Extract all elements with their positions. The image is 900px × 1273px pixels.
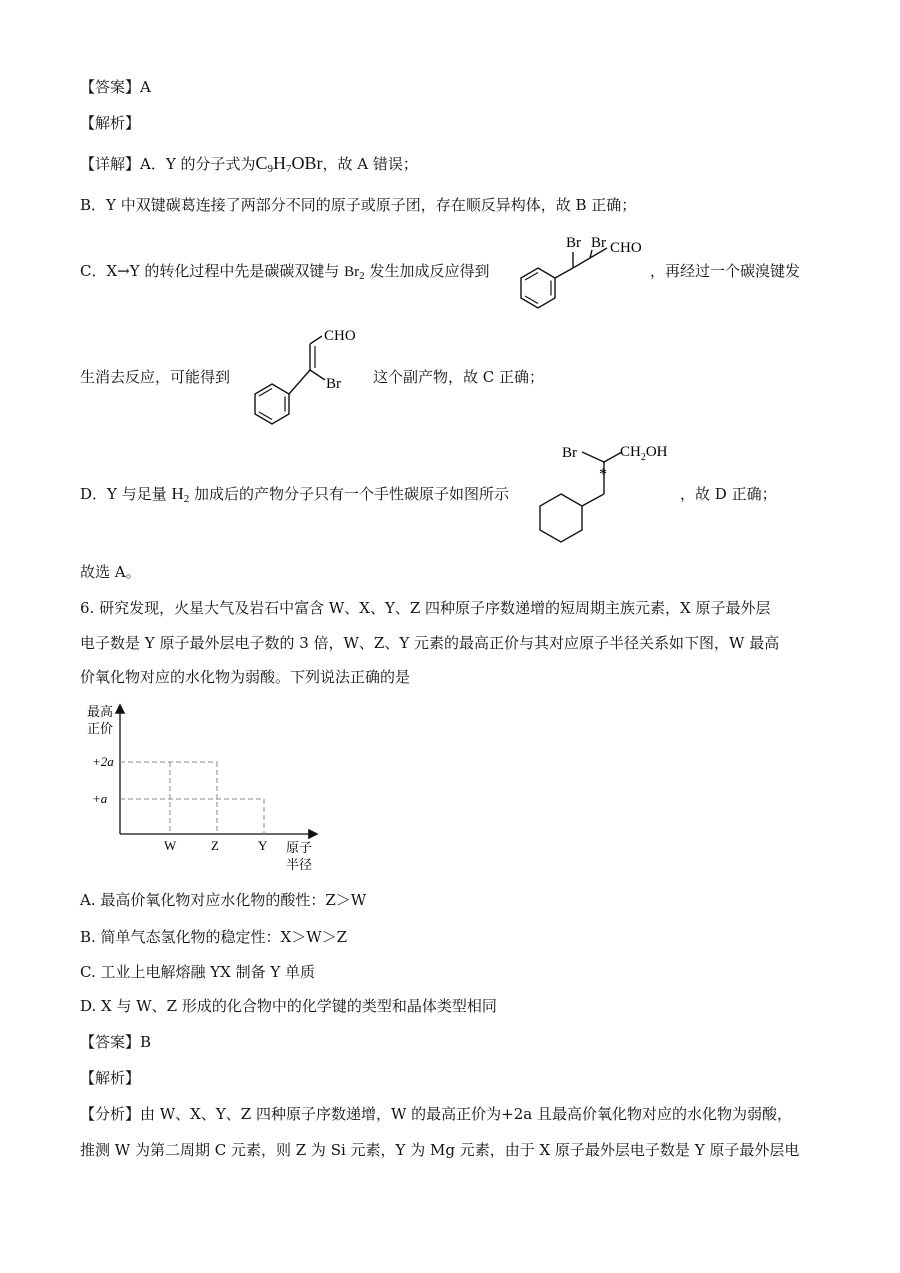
detail-c-line2: 生消去反应，可能得到 [80, 368, 231, 386]
detail-d: D．Y 与足量 $H_2$ 加成后的产物分子只有一个手性碳原子如图所示 [80, 484, 510, 505]
detail-c-line1: C．X→Y 的转化过程中先是碳碳双键与 $Br_2$ 发生加成反应得到 [80, 262, 490, 282]
detail-a-prefix: 【详解】A．Y 的分子式为 [80, 155, 256, 173]
mol3-br: Br [562, 445, 577, 461]
detail-d-tail: ，故 D 正确； [680, 485, 777, 503]
option-a[interactable]: A. 最高价氧化物对应水化物的酸性：Z＞W [80, 891, 367, 909]
detail-c-line1-tail: ，再经过一个碳溴键发 [650, 262, 801, 280]
analysis-label: 【解析】 [80, 114, 141, 132]
chiral-cyclohexyl-structure [530, 436, 690, 551]
detail-c-line2-tail: 这个副产物，故 C 正确； [373, 368, 545, 386]
choose-line: 故选 A。 [80, 563, 141, 581]
detail-b: B．Y 中双键碳葛连接了两部分不同的原子或原子团，存在顺反异构体，故 B 正确； [80, 196, 637, 214]
x-tick-label-w: W [164, 838, 177, 853]
fenxi-line1: 【分析】由 W、X、Y、Z 四种原子序数递增，W 的最高正价为+2a 且最高价氧化物对应的水化物为弱酸， [80, 1105, 792, 1123]
mol2-cho: CHO [324, 328, 356, 344]
y-tick-label-1: +a [92, 791, 108, 806]
option-b[interactable]: B. 简单气态氢化物的稳定性：X＞W＞Z [80, 928, 348, 946]
x-axis-label-line1: 原子 [286, 841, 313, 856]
mol3-ch2oh: $CH_2OH$ [620, 444, 668, 463]
q6-line3: 价氧化物对应的水化物为弱酸。下列说法正确的是 [80, 668, 411, 686]
mol1-cho: CHO [610, 240, 642, 256]
detail-a [80, 153, 418, 174]
mol2-br: Br [326, 376, 341, 392]
option-c[interactable]: C. 工业上电解熔融 YX 制备 Y 单质 [80, 963, 316, 981]
analysis2-label: 【解析】 [80, 1069, 141, 1087]
mol1-br-right: Br [591, 235, 606, 251]
x-axis-label-line2: 半径 [286, 858, 313, 873]
y-tick-label-0: +2a [92, 754, 114, 769]
q6-line1: 6. 研究发现，火星大气及岩石中富含 W、X、Y、Z 四种原子序数递增的短周期主族元素，X 原子最外层 [80, 599, 771, 617]
answer-label: 【答案】A [80, 78, 151, 96]
option-d[interactable]: D. X 与 W、Z 形成的化合物中的化学键的类型和晶体类型相同 [80, 997, 497, 1015]
q6-line2: 电子数是 Y 原子最外层电子数的 3 倍，W、Z、Y 元素的最高正价与其对应原子半径关系如下图，W 最高 [80, 634, 780, 652]
mol3-chiral-star: * [599, 466, 607, 483]
x-tick-label-y: Y [258, 838, 268, 853]
dibromo-aldehyde-structure [510, 228, 660, 313]
bromo-cinnamaldehyde-structure [240, 322, 370, 432]
fenxi-line2: 推测 W 为第二周期 C 元素，则 Z 为 Si 元素，Y 为 Mg 元素，由于 X 原子最外层电子数是 Y 原子最外层电 [80, 1141, 800, 1159]
answer2-label: 【答案】B [80, 1033, 152, 1051]
formula-y: $C_9H_7OBr$ [255, 153, 323, 175]
y-axis-label-line1: 最高 [87, 705, 114, 720]
valence-radius-chart [80, 700, 330, 880]
x-tick-label-z: Z [211, 838, 219, 853]
mol1-br-left: Br [566, 235, 581, 251]
y-axis-label-line2: 正价 [87, 722, 114, 737]
detail-a-suffix: ，故 A 错误； [322, 155, 418, 173]
